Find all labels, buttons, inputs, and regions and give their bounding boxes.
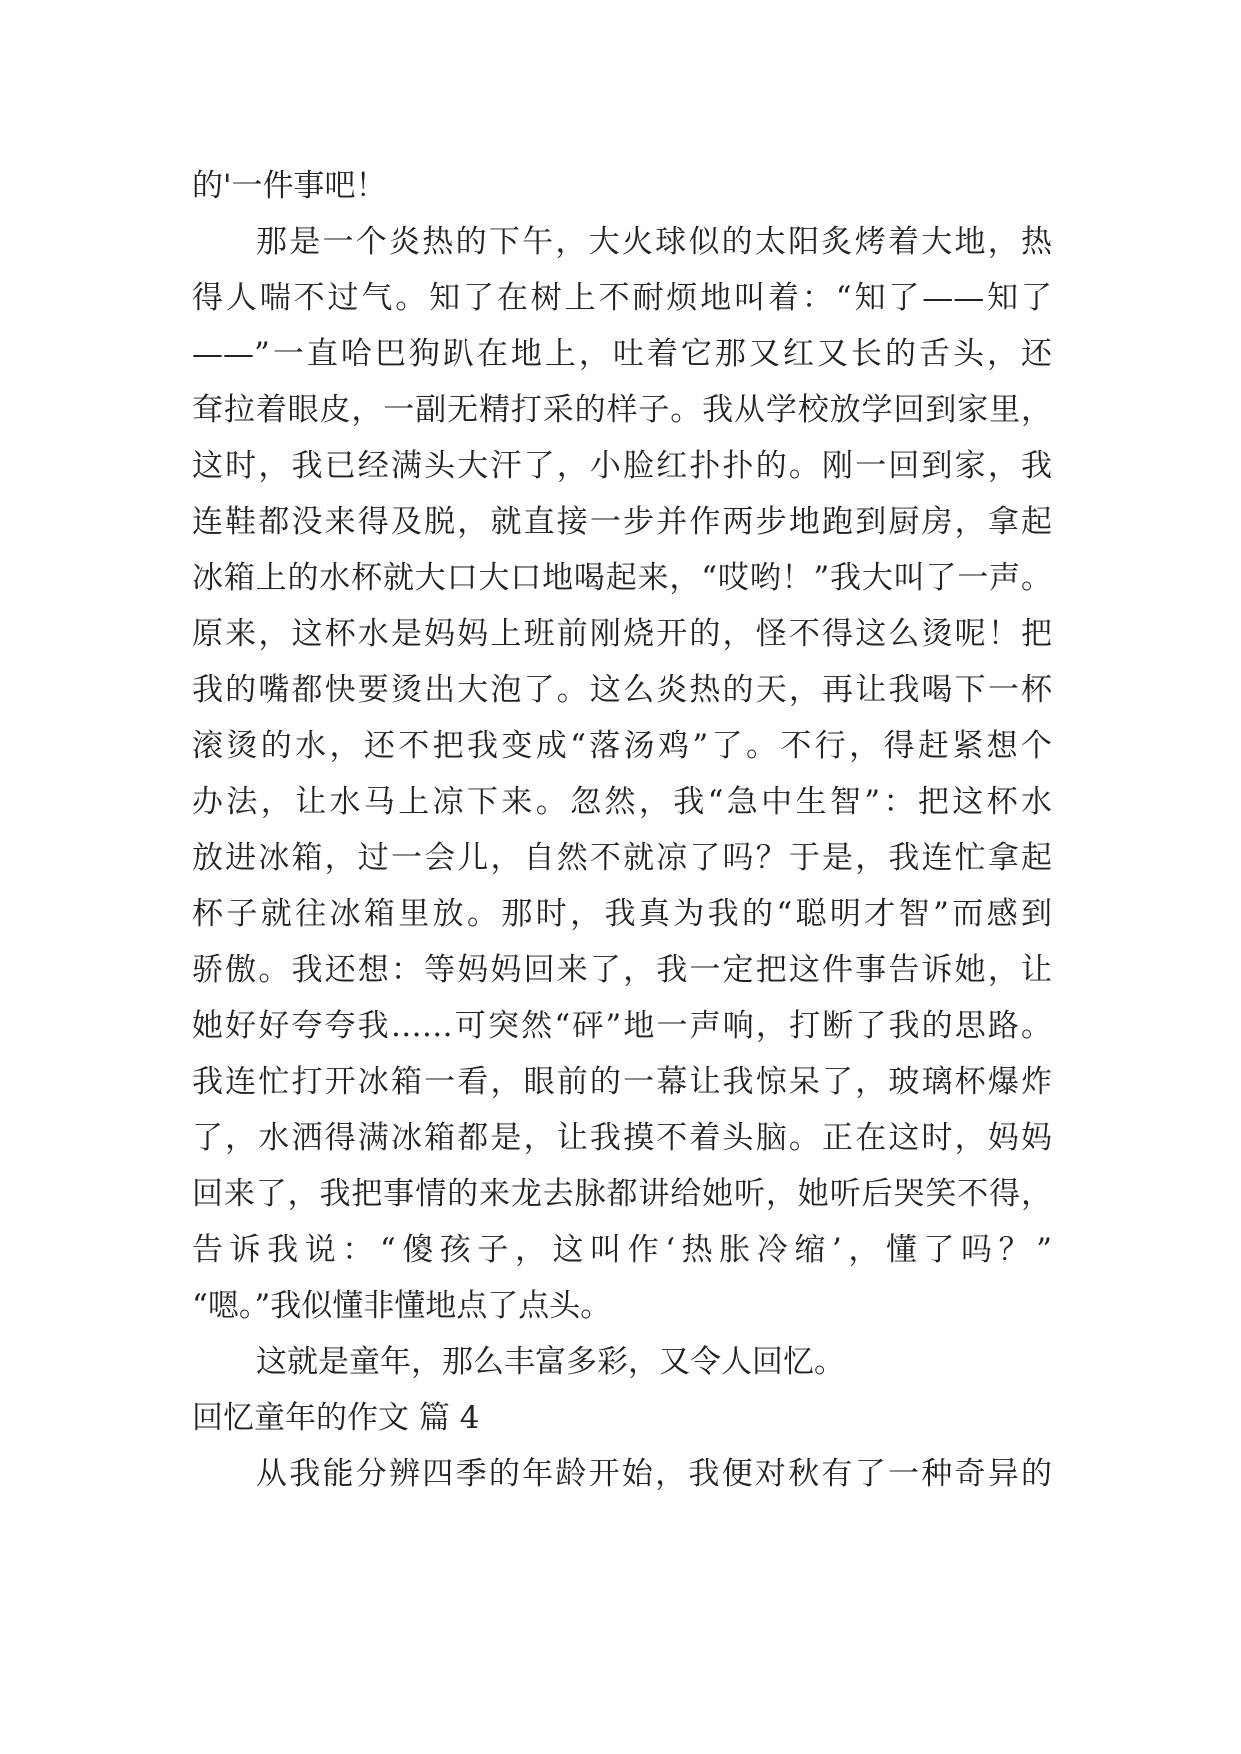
text-line: 了，水洒得满冰箱都是，让我摸不着头脑。正在这时，妈妈 bbox=[192, 1120, 1052, 1156]
text-line: “嗯。”我似懂非懂地点了点头。 bbox=[192, 1288, 612, 1324]
paragraph-start: 从我能分辨四季的年龄开始，我便对秋有了一种奇异的 bbox=[256, 1456, 1052, 1492]
text-line: 得人喘不过气。知了在树上不耐烦地叫着：“知了——知了 bbox=[192, 280, 1052, 316]
text-line: 杯子就往冰箱里放。那时，我真为我的“聪明才智”而感到 bbox=[192, 896, 1052, 932]
text-line: 放进冰箱，过一会儿，自然不就凉了吗？于是，我连忙拿起 bbox=[192, 840, 1052, 876]
text-line: 原来，这杯水是妈妈上班前刚烧开的，怪不得这么烫呢！把 bbox=[192, 616, 1052, 652]
text-line: ——”一直哈巴狗趴在地上，吐着它那又红又长的舌头，还 bbox=[192, 336, 1052, 372]
text-line: 我的嘴都快要烫出大泡了。这么炎热的天，再让我喝下一杯 bbox=[192, 672, 1052, 708]
text-line: 办法，让水马上凉下来。忽然，我“急中生智”：把这杯水 bbox=[192, 784, 1052, 820]
paragraph-start: 那是一个炎热的下午，大火球似的太阳炙烤着大地，热 bbox=[256, 224, 1052, 260]
text-line: 骄傲。我还想：等妈妈回来了，我一定把这件事告诉她，让 bbox=[192, 952, 1052, 988]
text-line: 冰箱上的水杯就大口大口地喝起来，“哎哟！”我大叫了一声。 bbox=[192, 560, 1052, 596]
text-line: 告诉我说：“傻孩子，这叫作‘热胀冷缩’，懂了吗？” bbox=[192, 1232, 1052, 1268]
text-line: 耷拉着眼皮，一副无精打采的样子。我从学校放学回到家里， bbox=[192, 392, 1052, 428]
text-line: 回来了，我把事情的来龙去脉都讲给她听，她听后哭笑不得， bbox=[192, 1176, 1052, 1212]
text-line: 她好好夸夸我……可突然“砰”地一声响，打断了我的思路。 bbox=[192, 1008, 1052, 1044]
text-line: 我连忙打开冰箱一看，眼前的一幕让我惊呆了，玻璃杯爆炸 bbox=[192, 1064, 1052, 1100]
section-heading: 回忆童年的作文 篇 4 bbox=[192, 1400, 480, 1436]
text-line: 的'一件事吧！ bbox=[192, 168, 387, 204]
paragraph-start: 这就是童年，那么丰富多彩，又令人回忆。 bbox=[256, 1344, 845, 1380]
text-line: 滚烫的水，还不把我变成“落汤鸡”了。不行，得赶紧想个 bbox=[192, 728, 1052, 764]
text-line: 这时，我已经满头大汗了，小脸红扑扑的。刚一回到家，我 bbox=[192, 448, 1052, 484]
text-line: 连鞋都没来得及脱，就直接一步并作两步地跑到厨房，拿起 bbox=[192, 504, 1052, 540]
